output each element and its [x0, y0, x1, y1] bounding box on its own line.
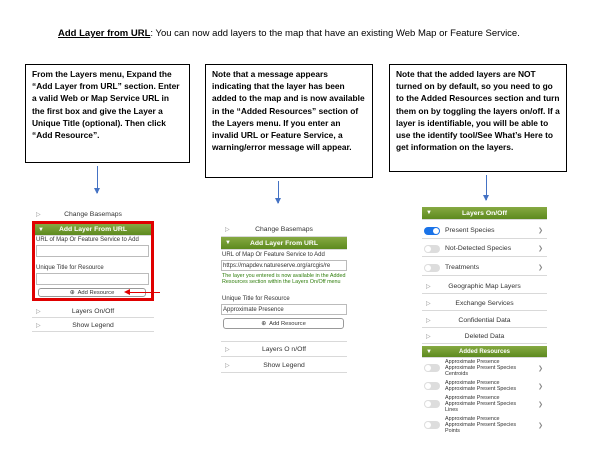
arrowhead-icon [124, 289, 130, 295]
show-legend-label: Show Legend [72, 321, 114, 329]
resource-text [445, 395, 516, 413]
chevron-right-icon: ❯ [537, 383, 543, 390]
layers-on-off-header-label: Layers On/Off [462, 209, 507, 217]
plus-circle-icon: ⊕ [69, 289, 75, 296]
layers-on-off-row[interactable] [221, 341, 347, 357]
toggle-switch[interactable] [424, 264, 440, 272]
show-legend-row[interactable] [221, 358, 347, 373]
add-layer-header[interactable] [221, 237, 347, 250]
heading-title: Add Layer from URL [58, 28, 151, 39]
toggle-switch[interactable] [424, 364, 440, 372]
change-basemaps-row[interactable] [32, 208, 154, 222]
panel-layer-added [221, 223, 347, 375]
resource-line: Lines [445, 407, 458, 413]
layer-row-not-detected[interactable] [422, 241, 547, 257]
url-input[interactable]: https://mapdev.natureserve.org/arcgis/re [221, 260, 347, 271]
confidential-label: Confidential Data [458, 316, 511, 324]
resource-text [445, 359, 516, 377]
deleted-label: Deleted Data [464, 332, 505, 340]
chevron-right-icon: ❯ [537, 246, 543, 252]
list-item[interactable] [422, 415, 547, 435]
chevron-right-icon: ▷ [36, 308, 41, 315]
confidential-data-row[interactable] [422, 313, 547, 328]
list-item[interactable] [422, 394, 547, 414]
toggle-switch[interactable] [424, 400, 440, 408]
resource-text [445, 416, 516, 434]
add-layer-header-label: Add Layer From URL [59, 226, 127, 233]
chevron-right-icon: ❯ [537, 365, 543, 372]
treatments-label: Treatments [445, 264, 480, 271]
add-resource-label: Add Resource [77, 289, 115, 296]
chevron-down-icon: ▼ [426, 348, 432, 355]
title-label: Unique Title for Resource [36, 265, 104, 271]
resource-line: Points [445, 428, 460, 434]
chevron-right-icon: ▷ [36, 322, 41, 329]
exchange-services-row[interactable] [422, 296, 547, 311]
add-layer-header[interactable] [35, 224, 151, 236]
page-heading [58, 27, 528, 41]
arrow-down-icon [97, 166, 98, 193]
added-resources-label: Added Resources [458, 348, 510, 355]
change-basemaps-label: Change Basemaps [255, 226, 313, 233]
chevron-right-icon: ▷ [426, 283, 431, 290]
chevron-down-icon: ▼ [426, 210, 432, 216]
list-item[interactable] [422, 379, 547, 393]
chevron-right-icon: ▷ [426, 300, 431, 307]
add-resource-button[interactable] [223, 318, 344, 329]
toggle-switch[interactable] [424, 421, 440, 429]
layers-on-off-header[interactable] [422, 207, 547, 220]
chevron-right-icon: ▷ [426, 317, 431, 324]
chevron-right-icon: ❯ [537, 228, 543, 234]
layers-on-off-label: Layers On/Off [71, 307, 115, 315]
deleted-data-row[interactable] [422, 329, 547, 344]
toggle-switch[interactable] [424, 382, 440, 390]
arrow-down-icon [278, 181, 279, 203]
add-layer-header-label: Add Layer From URL [250, 239, 318, 247]
callout-step-2: Note that a message appears indicating that the layer has been added to the map and is now available in the “Added Resources” section of the Layers menu. If you enter an invalid URL or Feature Service, a warning/error message will appear. [205, 64, 373, 178]
chevron-right-icon: ▷ [426, 333, 431, 340]
show-legend-row[interactable] [32, 319, 154, 332]
heading-body: : You can now add layers to the map that have an existing Web Map or Feature Service. [150, 28, 520, 39]
chevron-right-icon: ▷ [225, 227, 230, 233]
url-label: URL of Map Or Feature Service to Add [36, 237, 139, 243]
chevron-down-icon: ▼ [225, 240, 231, 246]
title-input[interactable] [36, 273, 149, 285]
callout-step-3: Note that the added layers are NOT turned on by default, so you need to go to the Added Resources section and turn them on by toggling the layers on/off. If a layer is identifiable, you will be able to use the identify tool/See What’s Here to get information on the layers. [389, 64, 567, 172]
chevron-right-icon: ▷ [36, 212, 41, 218]
toggle-switch[interactable] [424, 227, 440, 235]
added-resources-header[interactable] [422, 346, 547, 358]
list-item[interactable] [422, 358, 547, 378]
chevron-down-icon: ▼ [38, 226, 44, 233]
not-detected-label: Not-Detected Species [445, 245, 512, 252]
panel-layers-on-off [422, 207, 547, 439]
resource-text [445, 380, 516, 392]
layers-on-off-row[interactable] [32, 305, 154, 318]
success-message: The layer you entered is now available in the Added Resources section within the Layers On/Off menu [222, 273, 346, 285]
geographic-layers-row[interactable] [422, 279, 547, 294]
layer-row-present-species[interactable] [422, 223, 547, 239]
resource-line: Approximate Presence [445, 395, 500, 401]
resource-line: Approximate Presence [445, 359, 500, 365]
panel-add-layer-form [32, 208, 154, 333]
url-label: URL of Map Or Feature Service to Add [222, 252, 325, 258]
layer-row-treatments[interactable] [422, 260, 547, 276]
plus-circle-icon: ⊕ [261, 320, 267, 327]
arrow-down-icon [486, 175, 487, 200]
layers-on-off-label: Layers O n/Off [261, 345, 307, 353]
add-resource-label: Add Resource [269, 320, 306, 327]
title-input[interactable]: Approximate Presence [221, 304, 347, 315]
title-label: Unique Title for Resource [222, 296, 290, 302]
change-basemaps-label: Change Basemaps [64, 211, 122, 218]
geographic-label: Geographic Map Layers [448, 282, 521, 290]
resource-line: Approximate Present Species [445, 365, 517, 371]
change-basemaps-row[interactable] [221, 223, 347, 237]
resource-line: Approximate Presence [445, 416, 500, 422]
resource-line: Approximate Presence [445, 380, 500, 386]
chevron-right-icon: ▷ [225, 362, 230, 369]
chevron-right-icon: ▷ [225, 346, 230, 353]
chevron-right-icon: ❯ [537, 422, 543, 429]
pointer-arrow-icon [128, 292, 160, 293]
resource-line: Approximate Present Species [445, 422, 517, 428]
exchange-label: Exchange Services [455, 299, 514, 307]
resource-line: Approximate Present Species [445, 386, 517, 392]
toggle-switch[interactable] [424, 245, 440, 253]
url-input[interactable] [36, 245, 149, 257]
resource-line: Approximate Present Species [445, 401, 517, 407]
chevron-right-icon: ❯ [537, 401, 543, 408]
highlight-box [32, 221, 154, 301]
chevron-right-icon: ❯ [537, 265, 543, 271]
callout-step-1: From the Layers menu, Expand the “Add Layer from URL” section. Enter a valid Web or Map Service URL in the first box and give the Layer a Unique Title (optional). Then click “Add Resource”. [25, 64, 190, 163]
resource-line: Centroids [445, 371, 469, 377]
present-species-label: Present Species [445, 227, 495, 234]
show-legend-label: Show Legend [263, 361, 305, 369]
